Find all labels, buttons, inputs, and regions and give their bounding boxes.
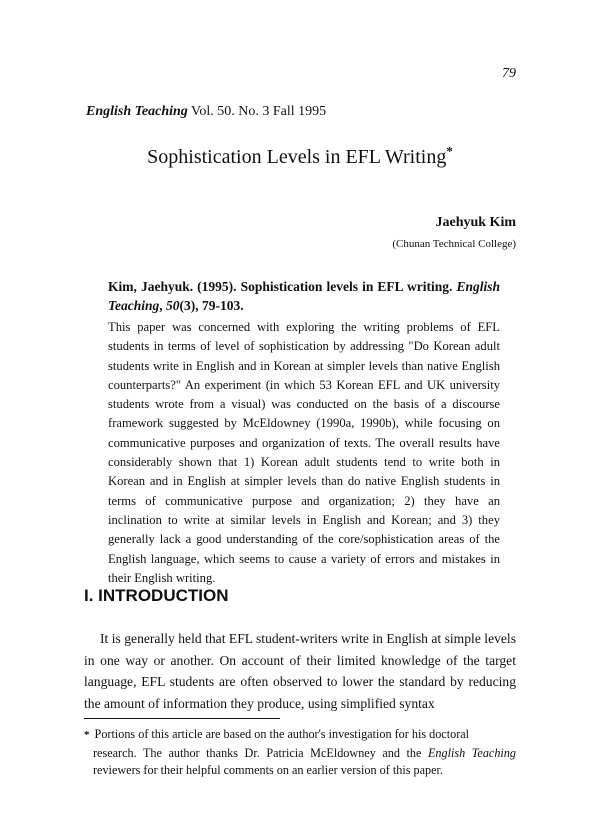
footnote-journal: English Teaching [427,745,516,760]
citation-issue-pages: (3), 79-103. [179,298,244,313]
citation: Kim, Jaehyuk. (1995). Sophistication levels in EFL writing. English Teaching, 50(3), 79-103. [108,279,501,313]
citation-journal: English Teaching [108,279,501,313]
abstract: This paper was concerned with exploring the writing problems of EFL students in terms of level of sophistication by addressing "Do Korean adult students write in English and in Korean at simpler levels than native English counterparts?" An experiment (in which 53 Korean EFL and UK university students wrote from a visual) was conducted on the basis of a discourse framework suggested by McEldowney (1990a, 1990b), while focusing on communicative purposes and organization of texts. The overall results have considerably shown that 1) Korean adult students tend to write both in Korean and in English at simpler levels than do native English students in terms of communicative purpose and organization; 2) they have an inclination to write at similar levels in English and Korean; and 3) they generally lack a good understanding of the core/sophistication areas of the English language, which seems to cause a variety of errors and mistakes in their English writing. [108,320,500,585]
footnote-text-before: Portions of this article are based on the author's investigation for his doctoral [94,727,470,741]
footnote-text-after: reviewers for their helpful comments on an earlier version of this paper. [93,763,443,777]
journal-header [86,104,326,120]
journal-details: Vol. 50. No. 3 Fall 1995 [191,104,327,119]
footnote-marker: * [84,729,90,741]
footnote-continuation [84,745,516,780]
page-number: 79 [502,66,516,81]
author-name: Jaehyuk Kim [435,215,516,230]
citation-volume: 50 [166,298,180,313]
title-footnote-marker: * [446,143,453,159]
footnote-line-1 [84,726,516,745]
intro-paragraph: It is generally held that EFL student-writers write in English at simple levels in one way or another. On account of their limited knowledge of the target language, EFL students are often observed to lower the standard by reducing the amount of information they produce, using simplified syntax [84,631,516,711]
section-heading: I. INTRODUCTION [84,586,229,605]
title-text: Sophistication Levels in EFL Writing [147,146,447,168]
citation-main: Kim, Jaehyuk. (1995). Sophistication levels in EFL writing. [108,279,453,294]
journal-name: English Teaching [86,104,188,119]
author-affiliation: (Chunan Technical College) [392,238,516,250]
article-title [0,143,600,169]
footnote-text-middle: research. The author thanks Dr. Patricia McEldowney and the [93,745,422,760]
footnote-divider [84,718,280,719]
footnote [84,726,516,780]
